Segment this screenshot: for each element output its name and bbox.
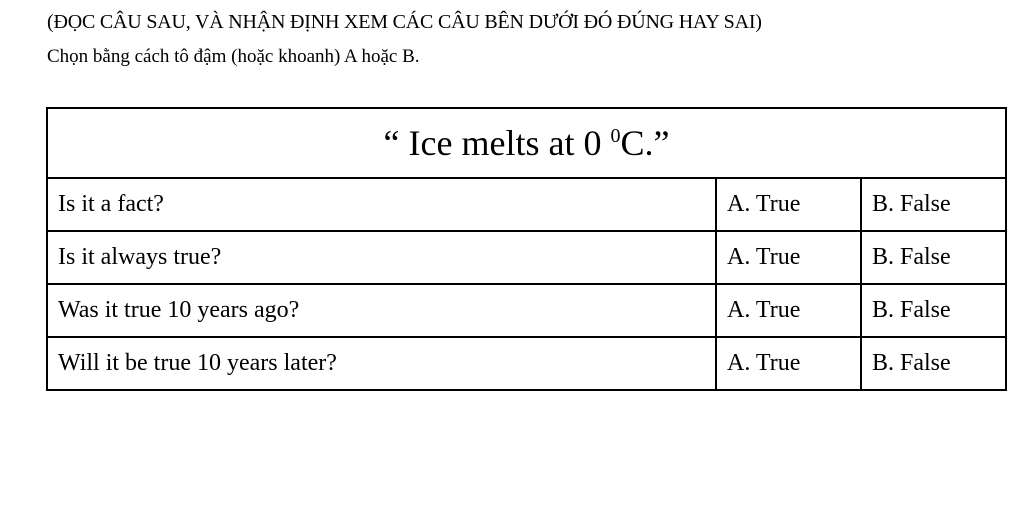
question-text: Is it a fact? [47, 178, 716, 231]
option-a-true[interactable]: A. True [716, 178, 861, 231]
instruction-text: Chọn bằng cách tô đậm (hoặc khoanh) A hoặc B. [47, 46, 420, 67]
question-text: Was it true 10 years ago? [47, 284, 716, 337]
option-a-true[interactable]: A. True [716, 337, 861, 390]
statement-text: “ Ice melts at 0 [383, 123, 611, 163]
option-b-false[interactable]: B. False [861, 231, 1006, 284]
option-a-true[interactable]: A. True [716, 284, 861, 337]
question-row [47, 284, 1006, 337]
option-b-false[interactable]: B. False [861, 337, 1006, 390]
statement-unit: C.” [620, 123, 670, 163]
statement-superscript: 0 [610, 125, 621, 147]
option-a-true[interactable]: A. True [716, 231, 861, 284]
question-row [47, 231, 1006, 284]
statement-cell [47, 108, 1006, 178]
page-heading: (ĐỌC CÂU SAU, VÀ NHẬN ĐỊNH XEM CÁC CÂU BÊN DƯỚI ĐÓ ĐÚNG HAY SAI) [47, 11, 762, 33]
question-row [47, 337, 1006, 390]
option-b-false[interactable]: B. False [861, 284, 1006, 337]
option-b-false[interactable]: B. False [861, 178, 1006, 231]
question-text: Will it be true 10 years later? [47, 337, 716, 390]
question-text: Is it always true? [47, 231, 716, 284]
question-row [47, 178, 1006, 231]
quiz-table [46, 107, 1007, 391]
